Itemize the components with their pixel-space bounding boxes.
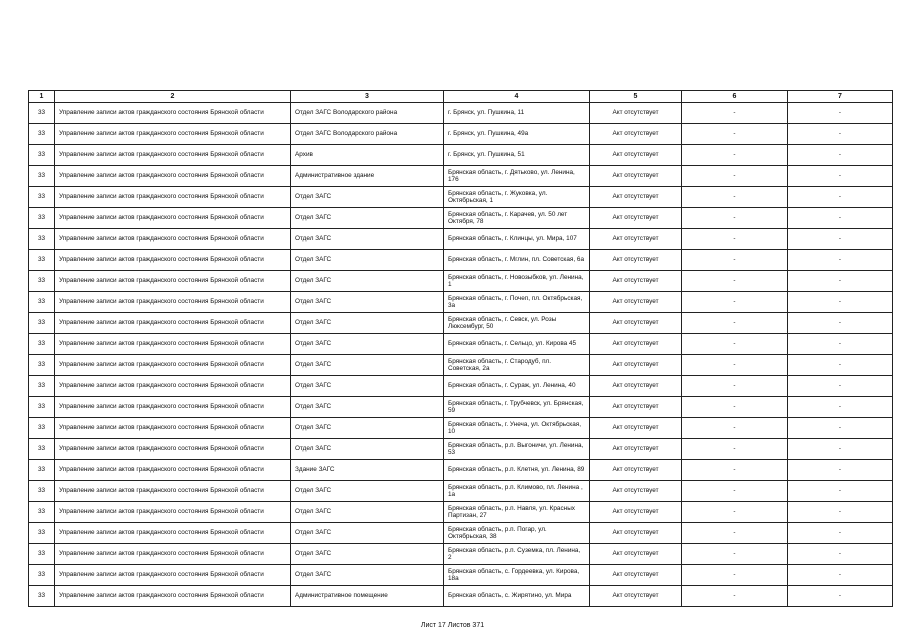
- cell-organization: Управление записи актов гражданского состояния Брянской области: [55, 376, 291, 397]
- cell-address: Брянская область, р.п. Выгоничи, ул. Ленина, 53: [444, 439, 590, 460]
- cell-object-name: Отдел ЗАГС: [291, 208, 444, 229]
- table-row: [29, 250, 893, 271]
- cell-act-status: Акт отсутствует: [590, 565, 682, 586]
- cell-address: Брянская область, г. Севск, ул. Розы Люксембург, 50: [444, 313, 590, 334]
- cell-col-7: -: [788, 145, 893, 166]
- header-cell-col-1: 1: [29, 91, 55, 103]
- table-row: [29, 229, 893, 250]
- cell-col-6: -: [682, 313, 788, 334]
- cell-col-7: -: [788, 397, 893, 418]
- cell-object-name: Отдел ЗАГС: [291, 250, 444, 271]
- table-row: [29, 292, 893, 313]
- cell-object-name: Отдел ЗАГС: [291, 271, 444, 292]
- cell-organization: Управление записи актов гражданского состояния Брянской области: [55, 124, 291, 145]
- cell-address: Брянская область, г. Карачев, ул. 50 лет Октября, 78: [444, 208, 590, 229]
- cell-object-name: Архив: [291, 145, 444, 166]
- cell-col-7: -: [788, 418, 893, 439]
- header-row: [29, 91, 893, 103]
- cell-row-code: 33: [29, 439, 55, 460]
- cell-address: Брянская область, г. Клинцы, ул. Мира, 107: [444, 229, 590, 250]
- table-row: [29, 313, 893, 334]
- cell-row-code: 33: [29, 292, 55, 313]
- cell-row-code: 33: [29, 460, 55, 481]
- cell-act-status: Акт отсутствует: [590, 187, 682, 208]
- cell-act-status: Акт отсутствует: [590, 145, 682, 166]
- cell-col-6: -: [682, 460, 788, 481]
- cell-act-status: Акт отсутствует: [590, 229, 682, 250]
- cell-col-7: -: [788, 103, 893, 124]
- cell-col-6: -: [682, 565, 788, 586]
- cell-address: Брянская область, г. Унеча, ул. Октябрьская, 10: [444, 418, 590, 439]
- cell-col-7: -: [788, 250, 893, 271]
- table-row: [29, 355, 893, 376]
- table-row: [29, 103, 893, 124]
- table-body: [29, 103, 893, 607]
- table-row: [29, 124, 893, 145]
- data-table: [28, 90, 893, 607]
- cell-object-name: Отдел ЗАГС Володарского района: [291, 124, 444, 145]
- header-cell-col-4: 4: [444, 91, 590, 103]
- cell-act-status: Акт отсутствует: [590, 334, 682, 355]
- cell-organization: Управление записи актов гражданского состояния Брянской области: [55, 250, 291, 271]
- cell-row-code: 33: [29, 229, 55, 250]
- cell-row-code: 33: [29, 271, 55, 292]
- cell-organization: Управление записи актов гражданского состояния Брянской области: [55, 103, 291, 124]
- cell-address: Брянская область, р.п. Погар, ул. Октябрьская, 38: [444, 523, 590, 544]
- cell-address: Брянская область, с. Жирятино, ул. Мира: [444, 586, 590, 607]
- table-row: [29, 586, 893, 607]
- cell-organization: Управление записи актов гражданского состояния Брянской области: [55, 208, 291, 229]
- cell-col-7: -: [788, 523, 893, 544]
- cell-col-6: -: [682, 439, 788, 460]
- cell-row-code: 33: [29, 418, 55, 439]
- cell-col-6: -: [682, 418, 788, 439]
- cell-organization: Управление записи актов гражданского состояния Брянской области: [55, 271, 291, 292]
- cell-col-6: -: [682, 355, 788, 376]
- page-footer: Лист 17 Листов 371: [420, 622, 485, 629]
- cell-col-6: -: [682, 376, 788, 397]
- cell-col-7: -: [788, 271, 893, 292]
- cell-act-status: Акт отсутствует: [590, 250, 682, 271]
- cell-row-code: 33: [29, 481, 55, 502]
- cell-col-7: -: [788, 229, 893, 250]
- cell-act-status: Акт отсутствует: [590, 124, 682, 145]
- table-row: [29, 523, 893, 544]
- cell-col-6: -: [682, 334, 788, 355]
- cell-organization: Управление записи актов гражданского состояния Брянской области: [55, 334, 291, 355]
- cell-col-7: -: [788, 313, 893, 334]
- cell-object-name: Отдел ЗАГС: [291, 376, 444, 397]
- cell-address: г. Брянск, ул. Пушкина, 49а: [444, 124, 590, 145]
- cell-address: Брянская область, р.п. Климово, пл. Ленина , 1а: [444, 481, 590, 502]
- cell-row-code: 33: [29, 355, 55, 376]
- cell-col-7: -: [788, 166, 893, 187]
- table-row: [29, 418, 893, 439]
- table-row: [29, 544, 893, 565]
- header-cell-col-3: 3: [291, 91, 444, 103]
- cell-address: Брянская область, г. Мглин, пл. Советская, 6а: [444, 250, 590, 271]
- cell-row-code: 33: [29, 250, 55, 271]
- cell-row-code: 33: [29, 187, 55, 208]
- cell-col-7: -: [788, 481, 893, 502]
- cell-col-7: -: [788, 544, 893, 565]
- cell-row-code: 33: [29, 103, 55, 124]
- cell-address: Брянская область, г. Дятьково, ул. Ленина, 176: [444, 166, 590, 187]
- table-row: [29, 481, 893, 502]
- cell-col-6: -: [682, 124, 788, 145]
- cell-row-code: 33: [29, 523, 55, 544]
- header-cell-col-7: 7: [788, 91, 893, 103]
- cell-organization: Управление записи актов гражданского состояния Брянской области: [55, 565, 291, 586]
- cell-address: Брянская область, г. Жуковка, ул. Октябрьская, 1: [444, 187, 590, 208]
- document-sheet: [28, 90, 892, 607]
- cell-organization: Управление записи актов гражданского состояния Брянской области: [55, 397, 291, 418]
- cell-col-6: -: [682, 271, 788, 292]
- table-row: [29, 376, 893, 397]
- cell-col-7: -: [788, 439, 893, 460]
- cell-address: Брянская область, р.п. Суземка, пл. Ленина, 2: [444, 544, 590, 565]
- cell-col-6: -: [682, 166, 788, 187]
- cell-address: Брянская область, г. Почеп, пл. Октябрьская, 3а: [444, 292, 590, 313]
- cell-act-status: Акт отсутствует: [590, 460, 682, 481]
- table-row: [29, 271, 893, 292]
- cell-row-code: 33: [29, 313, 55, 334]
- cell-object-name: Отдел ЗАГС: [291, 565, 444, 586]
- cell-organization: Управление записи актов гражданского состояния Брянской области: [55, 481, 291, 502]
- cell-organization: Управление записи актов гражданского состояния Брянской области: [55, 313, 291, 334]
- cell-address: Брянская область, г. Сураж, ул. Ленина, 40: [444, 376, 590, 397]
- table-row: [29, 502, 893, 523]
- cell-col-6: -: [682, 250, 788, 271]
- cell-object-name: Отдел ЗАГС: [291, 502, 444, 523]
- cell-col-6: -: [682, 145, 788, 166]
- cell-organization: Управление записи актов гражданского состояния Брянской области: [55, 523, 291, 544]
- cell-act-status: Акт отсутствует: [590, 481, 682, 502]
- cell-col-7: -: [788, 502, 893, 523]
- table-row: [29, 145, 893, 166]
- cell-organization: Управление записи актов гражданского состояния Брянской области: [55, 418, 291, 439]
- cell-address: Брянская область, г. Стародуб, пл. Советская, 2а: [444, 355, 590, 376]
- cell-address: Брянская область, р.п. Клетня, ул. Ленина, 89: [444, 460, 590, 481]
- cell-address: Брянская область, р.п. Навля, ул. Красных Партизан, 27: [444, 502, 590, 523]
- cell-row-code: 33: [29, 502, 55, 523]
- table-row: [29, 439, 893, 460]
- cell-organization: Управление записи актов гражданского состояния Брянской области: [55, 292, 291, 313]
- header-cell-col-6: 6: [682, 91, 788, 103]
- cell-col-7: -: [788, 376, 893, 397]
- cell-object-name: Отдел ЗАГС: [291, 418, 444, 439]
- cell-address: Брянская область, г. Сельцо, ул. Кирова 45: [444, 334, 590, 355]
- cell-col-7: -: [788, 124, 893, 145]
- cell-act-status: Акт отсутствует: [590, 376, 682, 397]
- table-row: [29, 166, 893, 187]
- cell-address: г. Брянск, ул. Пушкина, 51: [444, 145, 590, 166]
- cell-col-7: -: [788, 187, 893, 208]
- cell-organization: Управление записи актов гражданского состояния Брянской области: [55, 229, 291, 250]
- cell-act-status: Акт отсутствует: [590, 523, 682, 544]
- cell-act-status: Акт отсутствует: [590, 586, 682, 607]
- header-cell-col-5: 5: [590, 91, 682, 103]
- cell-row-code: 33: [29, 586, 55, 607]
- cell-col-6: -: [682, 502, 788, 523]
- cell-col-7: -: [788, 355, 893, 376]
- cell-object-name: Отдел ЗАГС: [291, 313, 444, 334]
- cell-col-6: -: [682, 208, 788, 229]
- cell-col-7: -: [788, 460, 893, 481]
- table-row: [29, 334, 893, 355]
- cell-act-status: Акт отсутствует: [590, 271, 682, 292]
- table-header: [29, 91, 893, 103]
- cell-col-6: -: [682, 523, 788, 544]
- table-row: [29, 460, 893, 481]
- cell-object-name: Отдел ЗАГС: [291, 439, 444, 460]
- cell-act-status: Акт отсутствует: [590, 418, 682, 439]
- cell-object-name: Отдел ЗАГС: [291, 334, 444, 355]
- cell-organization: Управление записи актов гражданского состояния Брянской области: [55, 355, 291, 376]
- table-row: [29, 187, 893, 208]
- cell-address: Брянская область, г. Трубчевск, ул. Брянская, 59: [444, 397, 590, 418]
- cell-object-name: Отдел ЗАГС: [291, 544, 444, 565]
- cell-object-name: Административное здание: [291, 166, 444, 187]
- cell-row-code: 33: [29, 544, 55, 565]
- cell-object-name: Отдел ЗАГС: [291, 397, 444, 418]
- cell-object-name: Здание ЗАГС: [291, 460, 444, 481]
- cell-organization: Управление записи актов гражданского состояния Брянской области: [55, 166, 291, 187]
- cell-object-name: Отдел ЗАГС: [291, 481, 444, 502]
- table-row: [29, 565, 893, 586]
- cell-object-name: Отдел ЗАГС: [291, 355, 444, 376]
- cell-act-status: Акт отсутствует: [590, 313, 682, 334]
- cell-act-status: Акт отсутствует: [590, 397, 682, 418]
- cell-row-code: 33: [29, 334, 55, 355]
- table-row: [29, 208, 893, 229]
- cell-row-code: 33: [29, 397, 55, 418]
- cell-row-code: 33: [29, 124, 55, 145]
- cell-col-6: -: [682, 187, 788, 208]
- cell-col-6: -: [682, 103, 788, 124]
- cell-act-status: Акт отсутствует: [590, 292, 682, 313]
- cell-col-6: -: [682, 481, 788, 502]
- cell-object-name: Отдел ЗАГС: [291, 523, 444, 544]
- cell-address: Брянская область, с. Гордеевка, ул. Кирова, 18а: [444, 565, 590, 586]
- cell-organization: Управление записи актов гражданского состояния Брянской области: [55, 145, 291, 166]
- cell-row-code: 33: [29, 565, 55, 586]
- cell-row-code: 33: [29, 145, 55, 166]
- cell-col-7: -: [788, 292, 893, 313]
- cell-row-code: 33: [29, 208, 55, 229]
- cell-act-status: Акт отсутствует: [590, 439, 682, 460]
- cell-col-6: -: [682, 292, 788, 313]
- cell-object-name: Отдел ЗАГС Володарского района: [291, 103, 444, 124]
- cell-row-code: 33: [29, 166, 55, 187]
- cell-organization: Управление записи актов гражданского состояния Брянской области: [55, 187, 291, 208]
- cell-organization: Управление записи актов гражданского состояния Брянской области: [55, 586, 291, 607]
- cell-col-7: -: [788, 334, 893, 355]
- cell-organization: Управление записи актов гражданского состояния Брянской области: [55, 502, 291, 523]
- cell-col-6: -: [682, 544, 788, 565]
- cell-object-name: Отдел ЗАГС: [291, 292, 444, 313]
- cell-address: г. Брянск, ул. Пушкина, 11: [444, 103, 590, 124]
- cell-act-status: Акт отсутствует: [590, 208, 682, 229]
- cell-act-status: Акт отсутствует: [590, 502, 682, 523]
- cell-organization: Управление записи актов гражданского состояния Брянской области: [55, 460, 291, 481]
- cell-col-6: -: [682, 229, 788, 250]
- cell-object-name: Административное помещение: [291, 586, 444, 607]
- cell-organization: Управление записи актов гражданского состояния Брянской области: [55, 439, 291, 460]
- cell-col-7: -: [788, 586, 893, 607]
- cell-row-code: 33: [29, 376, 55, 397]
- cell-object-name: Отдел ЗАГС: [291, 229, 444, 250]
- cell-col-6: -: [682, 586, 788, 607]
- cell-act-status: Акт отсутствует: [590, 166, 682, 187]
- cell-act-status: Акт отсутствует: [590, 544, 682, 565]
- cell-organization: Управление записи актов гражданского состояния Брянской области: [55, 544, 291, 565]
- table-row: [29, 397, 893, 418]
- cell-act-status: Акт отсутствует: [590, 355, 682, 376]
- cell-address: Брянская область, г. Новозыбков, ул. Ленина, 1: [444, 271, 590, 292]
- cell-col-6: -: [682, 397, 788, 418]
- cell-object-name: Отдел ЗАГС: [291, 187, 444, 208]
- header-cell-col-2: 2: [55, 91, 291, 103]
- cell-col-7: -: [788, 208, 893, 229]
- cell-act-status: Акт отсутствует: [590, 103, 682, 124]
- cell-col-7: -: [788, 565, 893, 586]
